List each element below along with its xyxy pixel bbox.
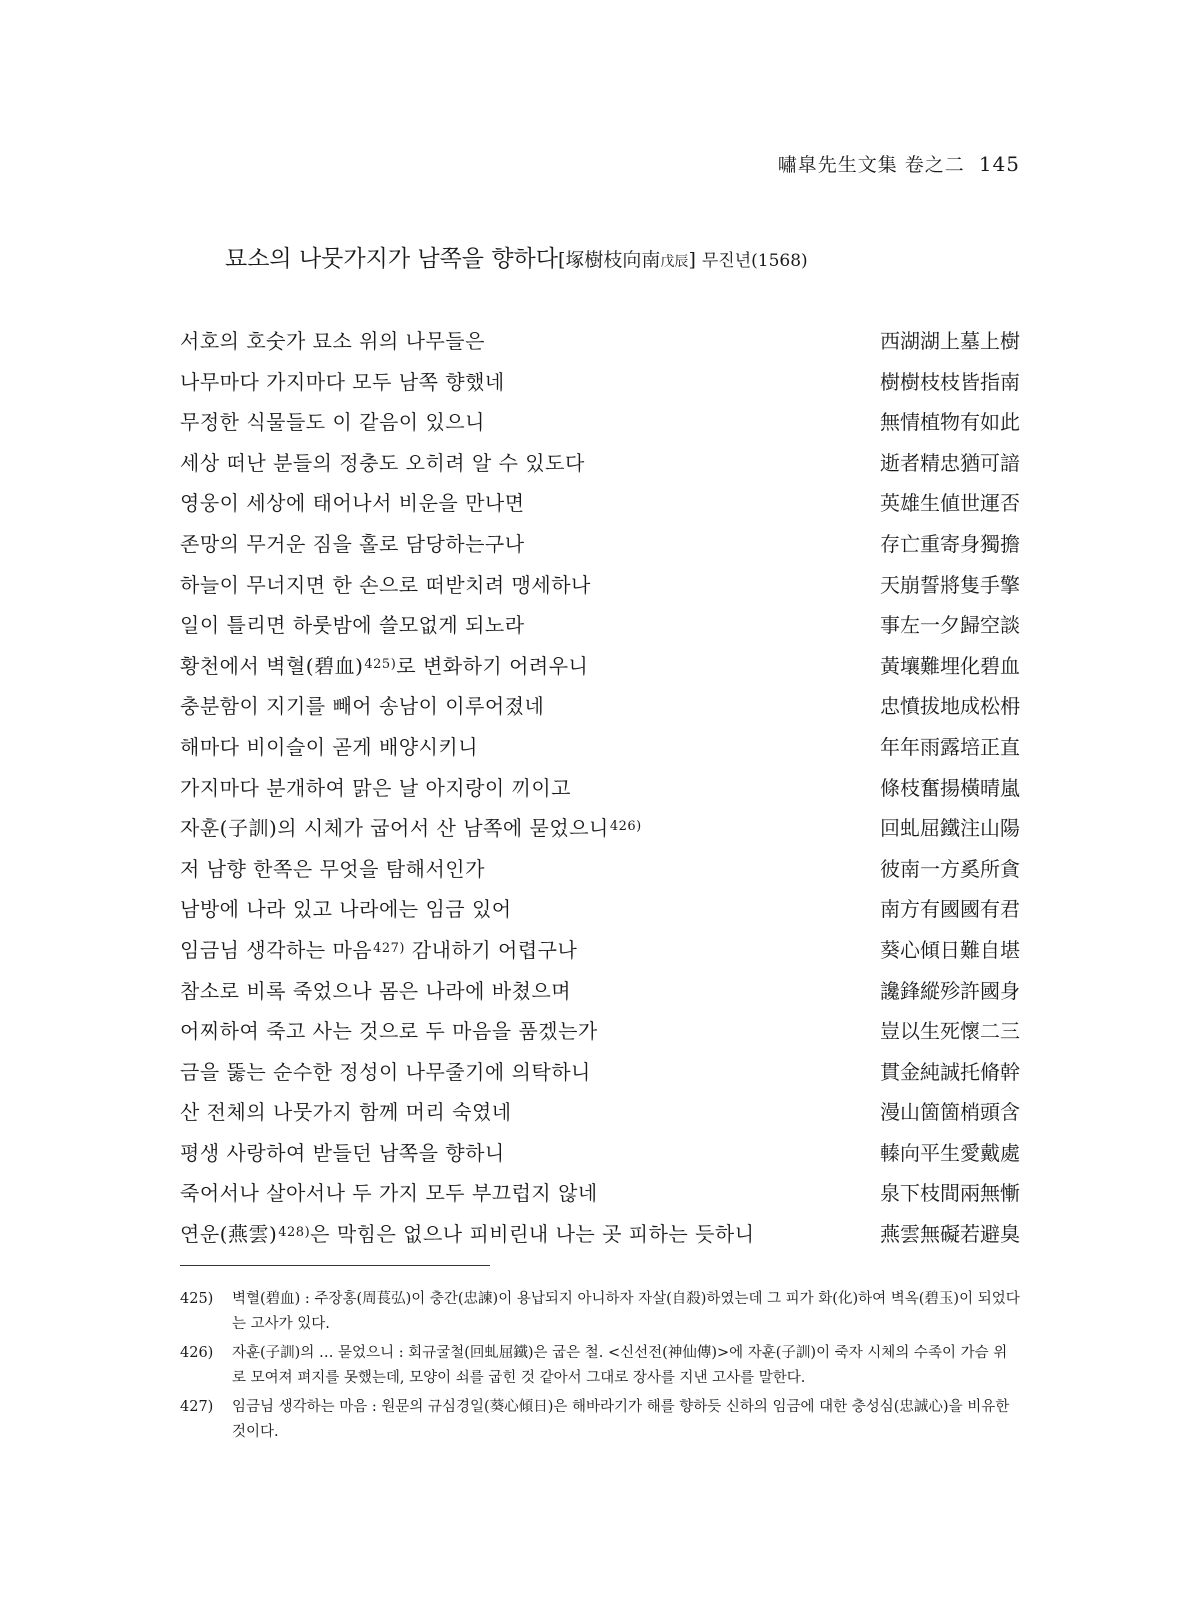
poem-line [180, 609, 1020, 650]
korean-translation: 영웅이 세상에 태어나서 비운을 만나면 [180, 491, 525, 516]
korean-translation: 일이 틀리면 하룻밤에 쓸모없게 되노라 [180, 613, 525, 638]
poem-line [180, 325, 1020, 366]
footnote-ref: 427) [373, 940, 405, 956]
hanja-original: 事左一夕歸空談 [880, 613, 1020, 638]
hanja-original: 天崩誓將隻手擎 [880, 572, 1020, 597]
poem-line [180, 975, 1020, 1016]
hanja-original: 條枝奮揚橫晴嵐 [880, 775, 1020, 800]
page-number: 145 [978, 152, 1020, 176]
footnote-text: 임금님 생각하는 마음 : 원문의 규심경일(葵心傾日)은 해바라기가 해를 향하듯 신하의 임금에 대한 충성심(忠誠心)을 비유한 것이다. [232, 1399, 1010, 1440]
footnote-number: 426) [180, 1345, 214, 1361]
poem-line [180, 569, 1020, 610]
hanja-original: 年年雨露培正直 [880, 734, 1020, 759]
poem-line [180, 1177, 1020, 1218]
poem-line [180, 406, 1020, 447]
korean-translation: 자훈(子訓)의 시체가 굽어서 산 남쪽에 묻었으니$^{426)}$ [180, 816, 642, 841]
korean-translation: 죽어서나 살아서나 두 가지 모두 부끄럽지 않네 [180, 1181, 598, 1206]
footnote-divider [180, 1265, 490, 1266]
hanja-original: 燕雲無礙若避臭 [880, 1222, 1020, 1247]
korean-translation: 서호의 호숫가 묘소 위의 나무들은 [180, 329, 485, 353]
poem-body [180, 325, 1020, 1259]
poem-line [180, 447, 1020, 488]
footnote [180, 1341, 1020, 1391]
footnote-text: 벽혈(碧血) : 주장홍(周萇弘)이 충간(忠諫)이 용납되지 아니하자 자살(自殺)하였는데 그 피가 화(化)하여 벽옥(碧玉)이 되었다는 고사가 있다. [232, 1291, 1020, 1332]
hanja-original: 讒鋒縱殄許國身 [880, 978, 1020, 1003]
hanja-original: 樹樹枝枝皆指南 [880, 369, 1020, 394]
korean-translation: 나무마다 가지마다 모두 남쪽 향했네 [180, 369, 505, 394]
hanja-original: 豈以生死懷二三 [880, 1019, 1020, 1044]
korean-translation: 참소로 비록 죽었으나 몸은 나라에 바쳤으며 [180, 978, 572, 1003]
hanja-original: 無情植物有如此 [880, 410, 1020, 435]
poem-line [180, 853, 1020, 894]
hanja-original: 黃壤難埋化碧血 [880, 653, 1020, 678]
korean-translation: 세상 떠난 분들의 정충도 오히려 알 수 있도다 [180, 450, 585, 475]
poem-line [180, 1056, 1020, 1097]
poem-line [180, 528, 1020, 569]
poem-line [180, 1137, 1020, 1178]
footnote-number: 425) [180, 1291, 214, 1307]
korean-translation: 존망의 무거운 짐을 홀로 담당하는구나 [180, 531, 525, 556]
footnotes [180, 1287, 1020, 1449]
poem-line [180, 1015, 1020, 1056]
poem-line [180, 366, 1020, 407]
korean-translation: 평생 사랑하여 받들던 남쪽을 향하니 [180, 1140, 505, 1165]
hanja-original: 泉下枝間兩無慚 [880, 1181, 1020, 1206]
korean-translation: 금을 뚫는 순수한 정성이 나무줄기에 의탁하니 [180, 1059, 591, 1084]
hanja-original: 貫金純誠托脩幹 [880, 1059, 1020, 1084]
poem-line [180, 650, 1020, 691]
korean-translation: 충분함이 지기를 빼어 송남이 이루어졌네 [180, 694, 545, 719]
poem-line [180, 690, 1020, 731]
hanja-original: 彼南一方奚所貪 [880, 856, 1020, 881]
korean-translation: 무정한 식물들도 이 같음이 있으니 [180, 410, 485, 435]
korean-translation: 가지마다 분개하여 맑은 날 아지랑이 끼이고 [180, 775, 572, 800]
title-hanja: [塚樹枝向南戊辰] [558, 249, 696, 271]
hanja-original: 英雄生値世運否 [880, 491, 1020, 516]
hanja-original: 轃向平生愛戴處 [880, 1140, 1020, 1165]
running-head [778, 150, 1020, 177]
poem-line [180, 812, 1020, 853]
title-korean: 묘소의 나뭇가지가 남쪽을 향하다 [225, 246, 558, 272]
footnote-text: 자훈(子訓)의 … 묻었으니 : 회규굴철(回虬屈鐵)은 굽은 철. <신선전(神仙傳)>에 자훈(子訓)이 죽자 시체의 수족이 가슴 위로 모여져 펴지를 못했는데, 모양이 쇠를 굽힌 것 같아서 그대로 장사를 지낸 고사를 말한다. [232, 1345, 1008, 1386]
hanja-original: 忠憤拔地成松枏 [880, 694, 1020, 719]
hanja-original: 南方有國國有君 [880, 897, 1020, 922]
korean-translation: 해마다 비이슬이 곧게 배양시키니 [180, 734, 479, 759]
hanja-original: 存亡重寄身獨擔 [880, 531, 1020, 556]
footnote [180, 1287, 1020, 1337]
korean-translation: 저 남향 한쪽은 무엇을 탐해서인가 [180, 856, 485, 881]
korean-translation: 하늘이 무너지면 한 손으로 떠받치려 맹세하나 [180, 572, 591, 597]
book-title: 嘯皐先生文集 卷之二 [777, 154, 965, 176]
hanja-original: 西湖湖上墓上樹 [880, 329, 1020, 353]
poem-title [225, 240, 808, 273]
poem-line [180, 1096, 1020, 1137]
footnote-ref: 425) [364, 656, 397, 672]
poem-line [180, 1218, 1020, 1259]
footnote-number: 427) [180, 1399, 214, 1415]
korean-translation: 황천에서 벽혈(碧血)$^{425)}$로 변화하기 어려우니 [180, 653, 589, 678]
hanja-original: 葵心傾日難自堪 [880, 937, 1020, 962]
poem-line [180, 487, 1020, 528]
title-year: 무진년(1568) [701, 251, 808, 271]
korean-translation: 산 전체의 나뭇가지 함께 머리 숙였네 [180, 1100, 512, 1125]
korean-translation: 남방에 나라 있고 나라에는 임금 있어 [180, 897, 512, 922]
hanja-original: 漫山箇箇梢頭含 [880, 1100, 1020, 1125]
footnote-ref: 426) [609, 819, 642, 835]
footnote-ref: 428) [278, 1225, 311, 1241]
korean-translation: 어찌하여 죽고 사는 것으로 두 마음을 품겠는가 [180, 1019, 598, 1044]
hanja-original: 回虬屈鐵注山陽 [880, 816, 1020, 841]
hanja-original: 逝者精忠猶可諳 [880, 450, 1020, 475]
footnote [180, 1395, 1020, 1445]
poem-line [180, 772, 1020, 813]
poem-line [180, 731, 1020, 772]
korean-translation: 연운(燕雲)$^{428)}$은 막힘은 없으나 피비린내 나는 곳 피하는 듯하니 [180, 1222, 755, 1247]
korean-translation: 임금님 생각하는 마음$^{427)}$ 감내하기 어렵구나 [180, 937, 578, 962]
poem-line [180, 893, 1020, 934]
poem-line [180, 934, 1020, 975]
